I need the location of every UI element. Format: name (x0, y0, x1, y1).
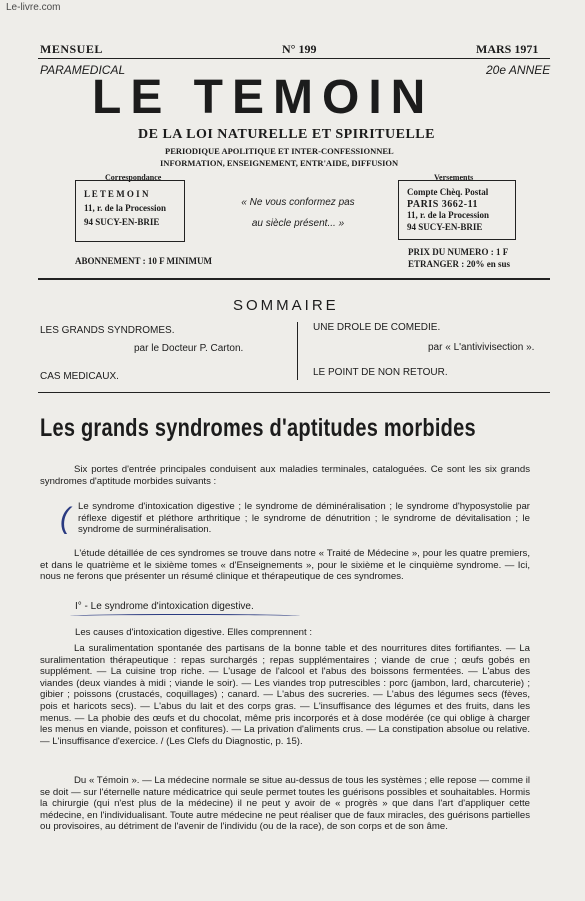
summary-item-title: LES GRANDS SYNDROMES. (40, 325, 175, 336)
article-paragraph: Du « Témoin ». — La médecine normale se situe au-dessus de tous les systèmes ; elle repose — comme il se doit — sur l'éternelle nature médicatrice qui seule permet toutes les guérisons possibles et souhaitables. Hormis la chirurgie (qui n'est plus de la médecine) il ne peut y avoir de « progrès » que dans l'art d'appliquer cette médecine, en l'individualisant. Toute autre médecine ne peut réaliser que de faux miracles, des guérisons partielles ou provisoires, au détriment de l'avenir de l'individu (ou de la race), de son corps et de son âme. (40, 775, 530, 833)
masthead-rule (38, 278, 550, 280)
summary-item-author: par « L'antivivisection ». (428, 342, 535, 353)
versements-box (398, 180, 516, 240)
article-paragraph: Les causes d'intoxication digestive. Elles comprennent : (75, 627, 313, 638)
subscription-info: ABONNEMENT : 10 F MINIMUM (75, 256, 212, 266)
periodicity: MENSUEL (40, 42, 103, 56)
summary-item-title: UNE DROLE DE COMEDIE. (313, 322, 441, 333)
correspondence-line: 11, r. de la Procession (84, 203, 167, 213)
summary-divider (297, 322, 298, 380)
newspaper-title: LE TEMOIN (92, 71, 435, 124)
watermark: Le-livre.com (6, 2, 61, 13)
category-label: PARAMEDICAL (40, 63, 126, 77)
versements-line: 11, r. de la Procession (407, 210, 490, 220)
summary-item-title: LE POINT DE NON RETOUR. (313, 367, 448, 378)
summary-item-author: par le Docteur P. Carton. (134, 343, 244, 354)
margin-bracket-icon: ( (60, 502, 70, 535)
article-headline: Les grands syndromes d'aptitudes morbides (40, 414, 476, 442)
correspondence-line: 94 SUCY-EN-BRIE (84, 217, 160, 227)
issue-date: MARS 1971 (476, 42, 539, 56)
correspondence-line: L E T E M O I N (84, 189, 149, 199)
article-paragraph: La suralimentation spontanée des partisans de la bonne table et des nourritures dites fortifiantes. — La suralimentation thérapeutique : repas surchargés ; repas supplémentaires ; viande de crue ; œufs gobés en supplément. — La cuisine trop riche. — L'usage de l'alcool et l'abus des boissons fermentées. — L'abus des viandes (deux viandes à midi ; viande le soir). — Les viandes trop putrescibles : porc (jambon, lard, charcuterie) ; gibier ; poissons (crustacés, coquillages) ; canard. — L'abus des sucreries. — L'abus des légumes secs (fèves, pois et haricots secs). — L'abus du lait et des corps gras. — L'insuffisance des légumes et des fruits, dans les menus. — La phobie des œufs et du chocolat, même pris incorporés et à dose modérée (ce qui oblige à charger les menus en viande, poisson et confitures). — La privation d'aliments crus. — La constipation absolue ou relative. — L'insuffisance d'exercice. / (Les Clefs du Diagnostic, p. 15). (40, 643, 530, 747)
motto-line-2: au siècle présent... » (251, 218, 345, 229)
section-underline (70, 614, 300, 618)
article-intro: Six portes d'entrée principales conduisent aux maladies terminales, cataloguées. Ce sont les six grands syndromes d'aptitude morbides suivants : (40, 464, 530, 487)
versements-label: Versements (434, 173, 474, 182)
syndrome-list: Le syndrome d'intoxication digestive ; le syndrome de déminéralisation ; le syndrome d'hyposystolie par réflexe digestif et pléthore arthritique ; le syndrome de dénutrition ; le syndrome de dévitalisation ; le syndrome de surminéralisation. (78, 501, 530, 536)
motto-line-1: « Ne vous conformez pas (241, 197, 355, 208)
price-abroad-info: ETRANGER : 20% en sus (408, 259, 511, 269)
section-heading: I° - Le syndrome d'intoxication digestive. (75, 601, 254, 612)
price-info: PRIX DU NUMERO : 1 F (408, 247, 509, 257)
issue-number: N° 199 (282, 42, 317, 56)
tagline-2: INFORMATION, ENSEIGNEMENT, ENTR'AIDE, DIFFUSION (160, 158, 399, 168)
motto-quote (228, 192, 368, 234)
summary-heading: SOMMAIRE (233, 297, 339, 314)
article-paragraph: L'étude détaillée de ces syndromes se trouve dans notre « Traité de Médecine », pour les quatre premiers, et dans le quatrième et le sixième tomes « d'Enseignements », pour le sixième et le cinquième syndrome. — Ici, nous ne ferons que présenter un résumé clinique et thérapeutique de ces syndromes. (40, 548, 530, 583)
versements-line: Compte Chèq. Postal (407, 187, 489, 197)
versements-line: 94 SUCY-EN-BRIE (407, 221, 483, 232)
newspaper-subtitle: DE LA LOI NATURELLE ET SPIRITUELLE (138, 127, 435, 142)
year-label: 20e ANNEE (486, 63, 551, 77)
header-rule (38, 58, 550, 59)
summary-rule (38, 392, 550, 393)
tagline-1: PERIODIQUE APOLITIQUE ET INTER-CONFESSIONNEL (165, 146, 394, 156)
correspondence-box (75, 180, 185, 242)
versements-line: PARIS 3662-11 (407, 198, 479, 210)
correspondence-label: Correspondance (105, 173, 162, 182)
summary-item-title: CAS MEDICAUX. (40, 371, 119, 382)
